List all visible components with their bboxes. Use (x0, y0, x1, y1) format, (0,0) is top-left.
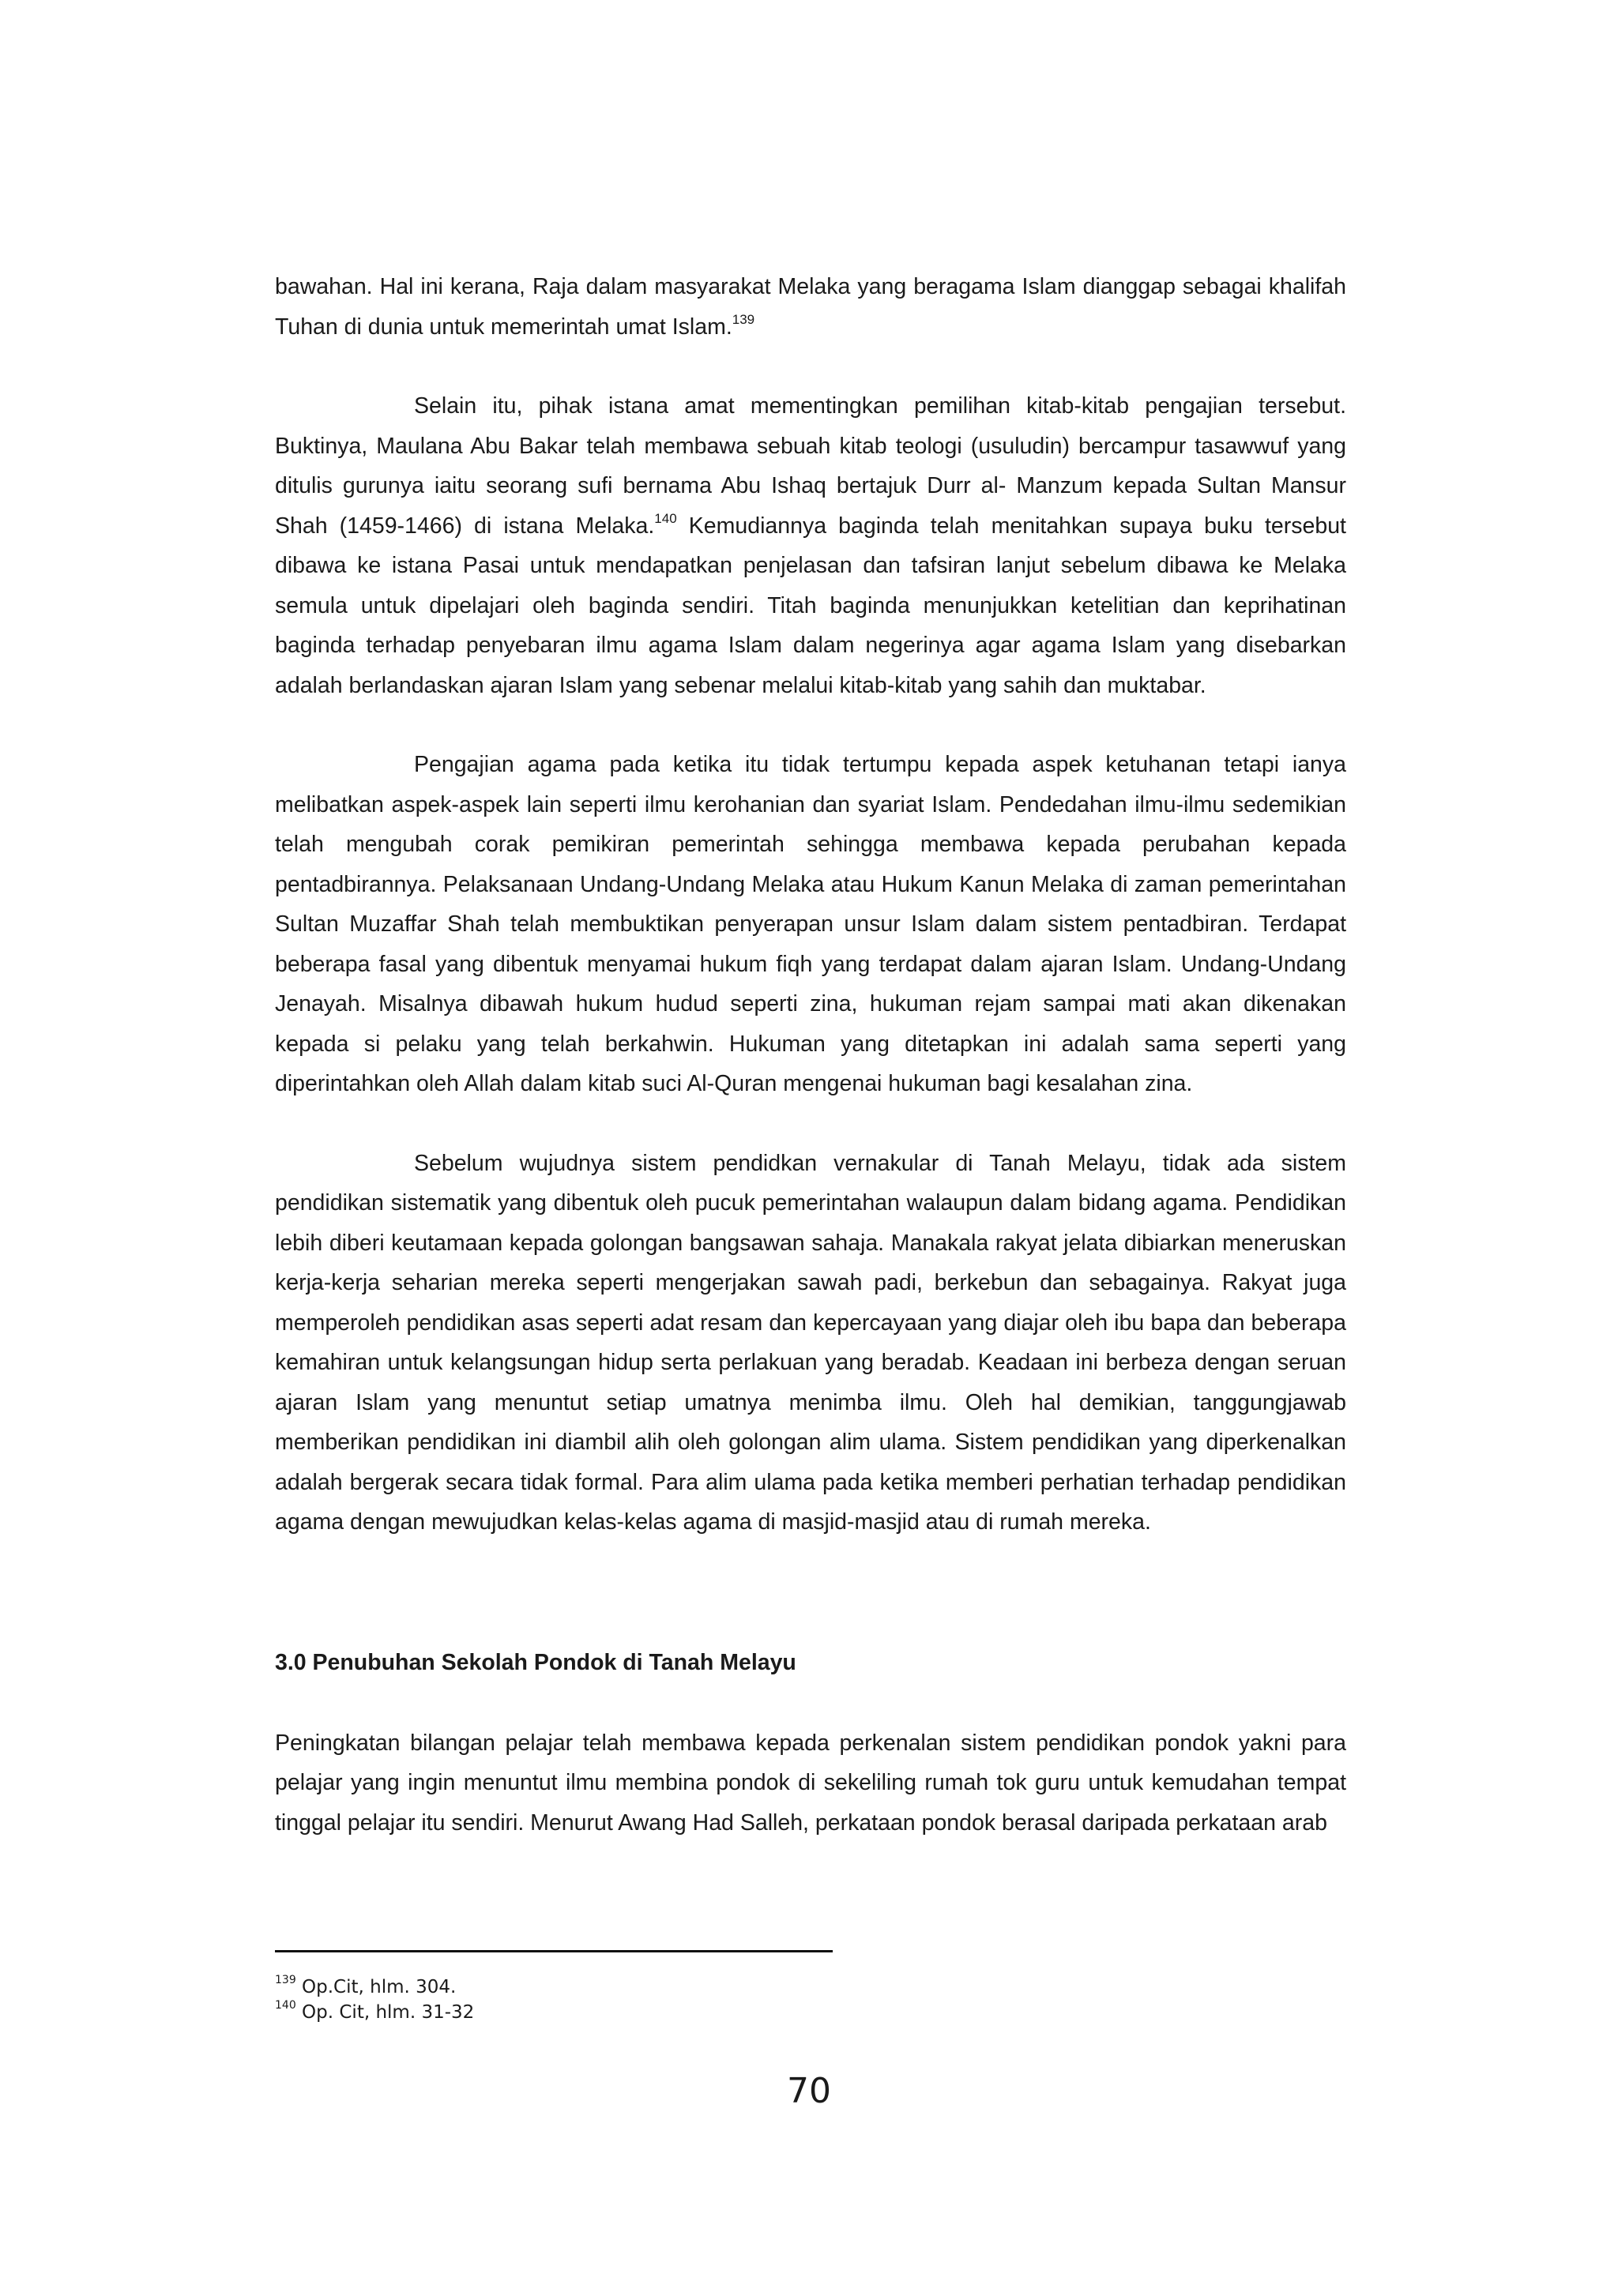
page-number: 70 (787, 2071, 831, 2111)
paragraph-1-text: bawahan. Hal ini kerana, Raja dalam masyarakat Melaka yang beragama Islam dianggap sebagai khalifah Tuhan di dunia untuk memerintah umat Islam. (275, 274, 1346, 340)
footnote-139 (275, 1975, 474, 2000)
footnote-number: 140 (275, 1999, 296, 2012)
document-body (275, 267, 1346, 1843)
paragraph-2-text-after: Kemudiannya baginda telah menitahkan supaya buku tersebut dibawa ke istana Pasai untuk mendapatkan penjelasan dan tafsiran lanjut sebelum dibawa ke Melaka semula untuk dipelajari oleh baginda sendiri. Titah baginda menunjukkan ketelitian dan keprihatinan baginda terhadap penyebaran ilmu agama Islam dalam negerinya agar agama Islam yang disebarkan adalah berlandaskan ajaran Islam yang sebenar melalui kitab-kitab yang sahih dan muktabar. (275, 513, 1346, 698)
paragraph-2-text-before: Selain itu, pihak istana amat mementingkan pemilihan kitab-kitab pengajian tersebut. Buktinya, Maulana Abu Bakar telah membawa sebuah kitab teologi (usuludin) bercampur tasawwuf yang ditulis gurunya iaitu seorang sufi bernama Abu Ishaq bertajuk Durr al- Manzum kepada Sultan Mansur Shah (1459-1466) di istana Melaka. (275, 393, 1346, 539)
paragraph-5: Peningkatan bilangan pelajar telah membawa kepada perkenalan sistem pendidikan pondok yakni para pelajar yang ingin menuntut ilmu membina pondok di sekeliling rumah tok guru untuk kemudahan tempat tinggal pelajar itu sendiri. Menurut Awang Had Salleh, perkataan pondok berasal daripada perkataan arab (275, 1730, 1346, 1836)
footnote-divider (275, 1950, 833, 1952)
section-heading: 3.0 Penubuhan Sekolah Pondok di Tanah Melayu (275, 1649, 796, 1675)
paragraph-2 (275, 386, 1346, 705)
footnote-number: 139 (275, 1974, 296, 1987)
footnote-140 (275, 2000, 474, 2025)
paragraph-4: Sebelum wujudnya sistem pendidkan vernakular di Tanah Melayu, tidak ada sistem pendidikan sistematik yang dibentuk oleh pucuk pemerintahan walaupun dalam bidang agama. Pendidikan lebih diberi keutamaan kepada golongan bangsawan sahaja. Manakala rakyat jelata dibiarkan meneruskan kerja-kerja seharian mereka seperti mengerjakan sawah padi, berkebun dan sebagainya. Rakyat juga memperoleh pendidikan asas seperti adat resam dan kepercayaan yang diajar oleh ibu bapa dan beberapa kemahiran untuk kelangsungan hidup serta perlakuan yang beradab. Keadaan ini berbeza dengan seruan ajaran Islam yang menuntut setiap umatnya menimba ilmu. Oleh hal demikian, tanggungjawab memberikan pendidikan ini diambil alih oleh golongan alim ulama. Sistem pendidikan yang diperkenalkan adalah bergerak secara tidak formal. Para alim ulama pada ketika memberi perhatian terhadap pendidikan agama dengan mewujudkan kelas-kelas agama di masjid-masjid atau di rumah mereka. (275, 1150, 1346, 1535)
footnote-ref-140[interactable]: 140 (654, 511, 677, 526)
footnote-ref-139[interactable]: 139 (732, 312, 755, 327)
paragraph-1 (275, 267, 1346, 347)
footnote-text: Op. Cit, hlm. 31-32 (302, 2002, 475, 2023)
footnote-text: Op.Cit, hlm. 304. (302, 1977, 457, 1997)
footnotes (275, 1975, 474, 2025)
paragraph-3: Pengajian agama pada ketika itu tidak tertumpu kepada aspek ketuhanan tetapi ianya melibatkan aspek-aspek lain seperti ilmu kerohanian dan syariat Islam. Pendedahan ilmu-ilmu sedemikian telah mengubah corak pemikiran pemerintah sehingga membawa kepada perubahan kepada pentadbirannya. Pelaksanaan Undang-Undang Melaka atau Hukum Kanun Melaka di zaman pemerintahan Sultan Muzaffar Shah telah membuktikan penyerapan unsur Islam dalam sistem pentadbiran. Terdapat beberapa fasal yang dibentuk menyamai hukum fiqh yang terdapat dalam ajaran Islam. Undang-Undang Jenayah. Misalnya dibawah hukum hudud seperti zina, hukuman rejam sampai mati akan dikenakan kepada si pelaku yang telah berkahwin. Hukuman yang ditetapkan ini adalah sama seperti yang diperintahkan oleh Allah dalam kitab suci Al-Quran mengenai hukuman bagi kesalahan zina. (275, 752, 1346, 1096)
